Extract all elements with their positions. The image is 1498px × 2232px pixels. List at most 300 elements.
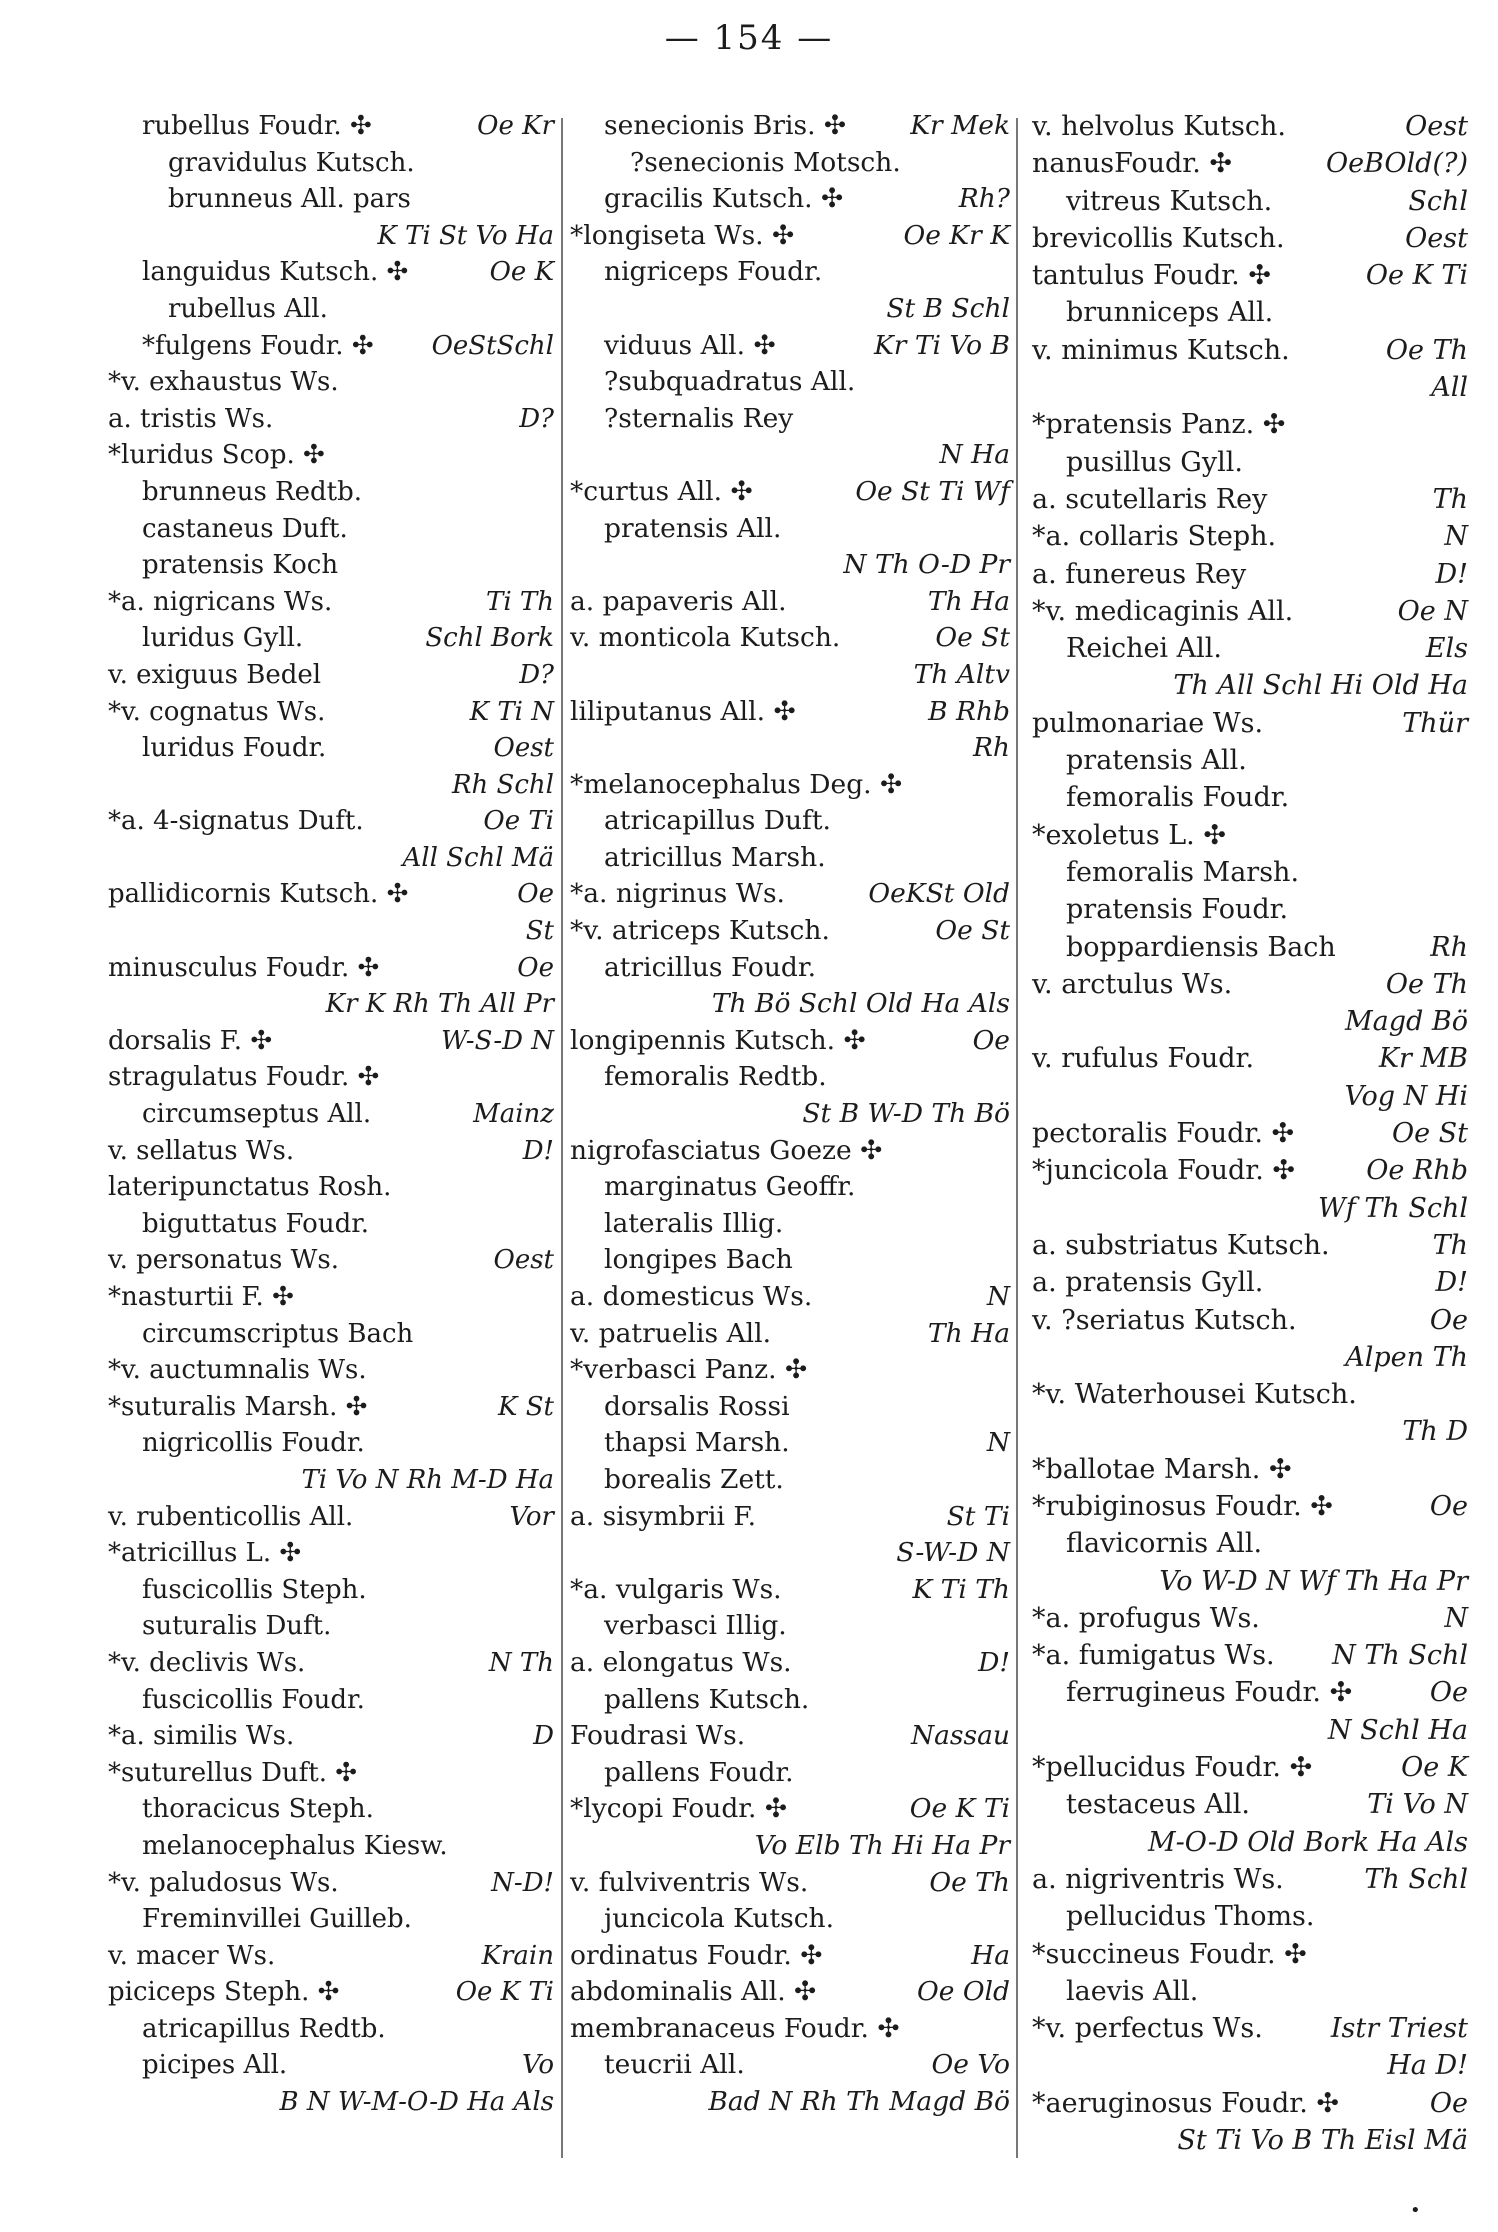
taxon-name: pallens Kutsch.	[604, 1683, 810, 1715]
taxon-name: *pellucidus Foudr. ✣	[1032, 1752, 1313, 1784]
entry-line	[570, 1645, 1010, 1682]
text-column-2	[570, 108, 1010, 2121]
taxon-name: nigrofasciatus Goeze ✣	[570, 1134, 883, 1166]
entry-line	[570, 1206, 1010, 1243]
taxon-name: rubellus Foudr. ✣	[142, 111, 372, 141]
taxon-name: dorsalis F. ✣	[108, 1025, 273, 1056]
entry-line	[570, 1425, 1010, 1462]
entry-line	[570, 474, 1010, 511]
entry-line	[1032, 1078, 1468, 1115]
taxon-name: biguttatus Foudr.	[142, 1208, 370, 1239]
taxon-name: femoralis Redtb.	[604, 1061, 827, 1093]
entry-line	[570, 145, 1010, 182]
entry-line	[108, 584, 554, 621]
entry-line	[108, 1974, 554, 2011]
locality-abbrev: Vog N Hi	[1344, 1080, 1468, 1112]
taxon-name: pratensis All.	[1066, 745, 1247, 777]
entry-line	[108, 767, 554, 804]
entry-line	[108, 1938, 554, 1975]
taxon-name: boppardiensis Bach	[1066, 931, 1336, 963]
locality-abbrev: K Ti St Vo Ha	[377, 220, 554, 251]
locality-abbrev: Oe K	[1401, 1752, 1468, 1784]
entry-line	[108, 1535, 554, 1572]
locality-abbrev: Oest	[1405, 222, 1468, 254]
entry-line	[570, 1352, 1010, 1389]
locality-abbrev: Ti Th	[485, 586, 554, 617]
locality-abbrev: D!	[978, 1646, 1010, 1678]
taxon-name: brunneus Redtb.	[142, 476, 363, 507]
taxon-name: v. patruelis All.	[570, 1317, 771, 1349]
locality-abbrev: Oe K Ti	[909, 1793, 1010, 1825]
text-column-1	[108, 108, 554, 2121]
locality-abbrev: Ti Vo N	[1367, 1789, 1468, 1821]
entry-line	[108, 657, 554, 694]
locality-abbrev: Th Ha	[927, 1317, 1010, 1349]
locality-abbrev: Thür	[1402, 707, 1468, 739]
entry-line	[108, 1718, 554, 1755]
taxon-name: thoracicus Steph.	[142, 1794, 374, 1825]
entry-line	[108, 1572, 554, 1609]
taxon-name: *v. Waterhousei Kutsch.	[1032, 1379, 1357, 1411]
locality-abbrev: D?	[519, 659, 554, 690]
entry-line	[108, 803, 554, 840]
entry-line	[1032, 1376, 1468, 1413]
taxon-name: *a. collaris Steph.	[1032, 521, 1277, 553]
taxon-name: testaceus All.	[1066, 1789, 1250, 1821]
entry-line	[1032, 1674, 1468, 1711]
entry-line	[570, 840, 1010, 877]
locality-abbrev: Vo W-D N Wf Th Ha Pr	[1159, 1565, 1468, 1597]
entry-line	[1032, 183, 1468, 220]
taxon-name: teucrii All.	[604, 2049, 745, 2081]
entry-line	[1032, 1936, 1468, 1973]
entry-line	[1032, 1488, 1468, 1525]
entry-line	[1032, 1003, 1468, 1040]
locality-abbrev: Oe	[1429, 1490, 1468, 1522]
entry-line	[108, 1316, 554, 1353]
locality-abbrev: Oe	[1429, 2087, 1468, 2119]
entry-line	[1032, 1824, 1468, 1861]
locality-abbrev: Krain	[481, 1940, 554, 1971]
entry-line	[1032, 593, 1468, 630]
taxon-name: *a. nigrinus Ws.	[570, 878, 785, 910]
taxon-name: pratensis Koch	[142, 550, 339, 581]
taxon-name: *suturalis Marsh. ✣	[108, 1391, 368, 1422]
entry-line	[1032, 1040, 1468, 1077]
entry-line	[1032, 1898, 1468, 1935]
taxon-name: *v. medicaginis All.	[1032, 595, 1294, 627]
locality-abbrev: Rh Schl	[451, 769, 554, 800]
taxon-name: *pratensis Panz. ✣	[1032, 409, 1286, 441]
taxon-name: v. rubenticollis All.	[108, 1501, 354, 1532]
entry-line	[108, 730, 554, 767]
taxon-name: verbasci Illig.	[604, 1610, 787, 1642]
taxon-name: melanocephalus Kiesw.	[142, 1830, 448, 1861]
entry-line	[108, 620, 554, 657]
locality-abbrev: N	[1444, 521, 1468, 553]
locality-abbrev: N Th	[488, 1647, 554, 1678]
entry-line	[108, 1059, 554, 1096]
locality-abbrev: Oe St	[935, 915, 1010, 947]
entry-line	[108, 474, 554, 511]
locality-abbrev: D!	[1435, 1267, 1468, 1299]
taxon-name: picipes All.	[142, 2050, 288, 2081]
entry-line	[570, 1023, 1010, 1060]
entry-line	[570, 803, 1010, 840]
taxon-name: luridus Gyll.	[142, 623, 304, 654]
entry-line	[108, 1755, 554, 1792]
locality-abbrev: St B Schl	[886, 292, 1010, 324]
entry-line	[570, 1133, 1010, 1170]
locality-abbrev: Vo	[521, 2050, 554, 2081]
column-divider	[1016, 118, 1018, 2158]
entry-line	[570, 1096, 1010, 1133]
entry-line	[570, 181, 1010, 218]
entry-line	[1032, 332, 1468, 369]
entry-line	[108, 1682, 554, 1719]
taxon-name: *luridus Scop. ✣	[108, 440, 325, 471]
taxon-name: *v. declivis Ws.	[108, 1647, 306, 1678]
entry-line	[108, 145, 554, 182]
taxon-name: Reichei All.	[1066, 633, 1223, 665]
entry-line	[1032, 1563, 1468, 1600]
locality-abbrev: Kr Mek	[910, 110, 1010, 141]
taxon-name: femoralis Marsh.	[1066, 856, 1300, 888]
locality-abbrev: Kr K Rh Th All Pr	[325, 989, 554, 1020]
entry-line	[1032, 1339, 1468, 1376]
locality-abbrev: St Ti	[946, 1500, 1010, 1532]
taxon-name: *verbasci Panz. ✣	[570, 1354, 808, 1386]
locality-abbrev: Vor	[509, 1501, 554, 1532]
locality-abbrev: N	[986, 1281, 1010, 1312]
taxon-name: borealis Zett.	[604, 1463, 784, 1495]
taxon-name: *v. atriceps Kutsch.	[570, 915, 830, 947]
entry-line	[1032, 667, 1468, 704]
taxon-name: atricapillus Redtb.	[142, 2013, 386, 2044]
entry-line	[1032, 2085, 1468, 2122]
entry-line	[1032, 779, 1468, 816]
locality-abbrev: Th All Schl Hi Old Ha	[1173, 670, 1468, 702]
entry-line	[570, 291, 1010, 328]
taxon-name: ?senecionis Motsch.	[630, 146, 901, 178]
taxon-name: rubellus All.	[168, 293, 328, 324]
locality-abbrev: Oe Ti	[483, 806, 554, 837]
entry-line	[108, 1242, 554, 1279]
taxon-name: *v. cognatus Ws.	[108, 696, 326, 727]
locality-abbrev: Ti Vo N Rh M-D Ha	[301, 1464, 554, 1495]
taxon-name: v. monticola Kutsch.	[570, 622, 841, 654]
entry-line	[570, 1279, 1010, 1316]
locality-abbrev: OeStSchl	[431, 330, 554, 361]
entry-line	[570, 1791, 1010, 1828]
locality-abbrev: Kr MB	[1378, 1043, 1468, 1075]
locality-abbrev: Oe K Ti	[455, 1977, 554, 2008]
locality-abbrev: Oe	[1429, 1677, 1468, 1709]
locality-abbrev: St	[525, 916, 554, 947]
taxon-name: stragulatus Foudr. ✣	[108, 1062, 380, 1093]
taxon-name: senecionis Bris. ✣	[604, 110, 847, 141]
entry-line	[570, 913, 1010, 950]
taxon-name: pusillus Gyll.	[1066, 446, 1243, 478]
entry-line	[1032, 369, 1468, 406]
locality-abbrev: Oe Kr K	[903, 219, 1010, 251]
taxon-name: v. helvolus Kutsch.	[1032, 111, 1286, 142]
entry-line	[108, 1608, 554, 1645]
entry-line	[108, 1828, 554, 1865]
locality-abbrev: Oe K Ti	[1365, 260, 1468, 292]
taxon-name: a. domesticus Ws.	[570, 1281, 813, 1312]
locality-abbrev: Oe Old	[917, 1976, 1010, 2008]
entry-line	[108, 218, 554, 255]
taxon-name: v. macer Ws.	[108, 1940, 276, 1971]
entry-line	[1032, 406, 1468, 443]
taxon-name: *lycopi Foudr. ✣	[570, 1793, 788, 1825]
taxon-name: *succineus Foudr. ✣	[1032, 1938, 1307, 1970]
locality-abbrev: Schl	[1408, 185, 1468, 217]
locality-abbrev: D	[533, 1721, 554, 1752]
entry-line	[1032, 966, 1468, 1003]
entry-line	[108, 2011, 554, 2048]
locality-abbrev: Oe Th	[1385, 968, 1468, 1000]
entry-line	[108, 437, 554, 474]
locality-abbrev: Th	[1432, 1229, 1468, 1261]
entry-line	[570, 1718, 1010, 1755]
entry-line	[1032, 929, 1468, 966]
taxon-name: lateralis Illig.	[604, 1207, 784, 1239]
entry-line	[108, 840, 554, 877]
entry-line	[1032, 2010, 1468, 2047]
entry-line	[108, 694, 554, 731]
taxon-name: *fulgens Foudr. ✣	[142, 330, 374, 361]
taxon-name: fuscicollis Steph.	[142, 1574, 367, 1605]
locality-abbrev: B N W-M-O-D Ha Als	[279, 2087, 554, 2118]
entry-line	[108, 254, 554, 291]
text-column-3	[1032, 108, 1468, 2159]
taxon-name: castaneus Duft.	[142, 513, 348, 544]
taxon-name: marginatus Geoffr.	[604, 1171, 856, 1203]
locality-abbrev: St B W-D Th Bö	[802, 1098, 1010, 1130]
taxon-name: *rubiginosus Foudr. ✣	[1032, 1490, 1333, 1522]
taxon-name: nigriceps Foudr.	[604, 256, 823, 288]
taxon-name: *a. nigricans Ws.	[108, 586, 333, 617]
entry-line	[108, 181, 554, 218]
entry-line	[108, 511, 554, 548]
locality-abbrev: Oe Kr	[477, 111, 554, 141]
entry-line	[1032, 1600, 1468, 1637]
taxon-name: *atricillus L. ✣	[108, 1538, 302, 1569]
entry-line	[570, 1974, 1010, 2011]
entry-line	[570, 1755, 1010, 1792]
locality-abbrev: N Schl Ha	[1327, 1714, 1468, 1746]
entry-line	[1032, 630, 1468, 667]
taxon-name: v. exiguus Bedel	[108, 659, 322, 690]
entry-line	[108, 1425, 554, 1462]
locality-abbrev: Rh	[972, 732, 1010, 764]
locality-abbrev: D!	[1435, 558, 1468, 590]
taxon-name: ?subquadratus All.	[604, 366, 856, 398]
entry-line	[1032, 444, 1468, 481]
entry-line	[570, 2011, 1010, 2048]
entry-line	[570, 1316, 1010, 1353]
entry-line	[570, 1242, 1010, 1279]
taxon-name: circumscriptus Bach	[142, 1318, 414, 1349]
entry-line	[108, 913, 554, 950]
taxon-name: v. personatus Ws.	[108, 1245, 339, 1276]
locality-abbrev: Rh?	[958, 183, 1010, 215]
locality-abbrev: Oe	[517, 952, 554, 983]
entry-line	[570, 547, 1010, 584]
entry-line	[570, 1938, 1010, 1975]
entry-line	[570, 657, 1010, 694]
taxon-name: longipes Bach	[604, 1244, 793, 1276]
locality-abbrev: B Rhb	[928, 695, 1010, 727]
taxon-name: *curtus All. ✣	[570, 475, 753, 507]
locality-abbrev: Oe N	[1397, 595, 1468, 627]
locality-abbrev: K Ti Th	[912, 1573, 1010, 1605]
locality-abbrev: Magd Bö	[1345, 1006, 1468, 1038]
taxon-name: a. sisymbrii F.	[570, 1500, 757, 1532]
locality-abbrev: OeKSt Old	[868, 878, 1010, 910]
locality-abbrev: N Th O-D Pr	[843, 549, 1010, 581]
entry-line	[570, 1828, 1010, 1865]
entry-line	[570, 328, 1010, 365]
taxon-name: v. arctulus Ws.	[1032, 968, 1233, 1000]
entry-line	[108, 876, 554, 913]
locality-abbrev: OeBOld(?)	[1325, 148, 1468, 180]
entry-line	[108, 2084, 554, 2121]
entry-line	[570, 2047, 1010, 2084]
taxon-name: Foudrasi Ws.	[570, 1720, 746, 1752]
taxon-name: nanusFoudr. ✣	[1032, 148, 1233, 180]
taxon-name: atricillus Foudr.	[604, 951, 817, 983]
entry-line	[1032, 1451, 1468, 1488]
entry-line	[570, 620, 1010, 657]
taxon-name: laevis All.	[1066, 1975, 1199, 2007]
taxon-name: circumseptus All.	[142, 1099, 372, 1130]
taxon-name: *a. profugus Ws.	[1032, 1602, 1260, 1634]
locality-abbrev: Th Ha	[927, 585, 1010, 617]
page-number: — 154 —	[664, 18, 834, 58]
taxon-name: lateripunctatus Rosh.	[108, 1172, 392, 1203]
locality-abbrev: D!	[522, 1135, 554, 1166]
locality-abbrev: Oe St	[1391, 1118, 1468, 1150]
entry-line	[570, 1865, 1010, 1902]
column-divider	[561, 118, 563, 2158]
locality-abbrev: St Ti Vo B Th Eisl Mä	[1177, 2125, 1468, 2157]
taxon-name: gracilis Kutsch. ✣	[604, 183, 844, 215]
taxon-name: a. pratensis Gyll.	[1032, 1267, 1264, 1299]
entry-line	[570, 1169, 1010, 1206]
locality-abbrev: Oest	[493, 733, 554, 764]
entry-line	[108, 1462, 554, 1499]
entry-line	[570, 1462, 1010, 1499]
entry-line	[1032, 257, 1468, 294]
entry-line	[1032, 1302, 1468, 1339]
locality-abbrev: Alpen Th	[1345, 1341, 1468, 1373]
taxon-name: abdominalis All. ✣	[570, 1976, 817, 2008]
locality-abbrev: Oe	[1429, 1304, 1468, 1336]
entry-line	[570, 401, 1010, 438]
taxon-name: Freminvillei Guilleb.	[142, 1904, 412, 1935]
taxon-name: membranaceus Foudr. ✣	[570, 2012, 900, 2044]
entry-line	[570, 2084, 1010, 2121]
taxon-name: thapsi Marsh.	[604, 1427, 790, 1459]
taxon-name: brunniceps All.	[1066, 297, 1274, 329]
taxon-name: pectoralis Foudr. ✣	[1032, 1118, 1295, 1150]
taxon-name: ordinatus Foudr. ✣	[570, 1939, 823, 1971]
taxon-name: a. tristis Ws.	[108, 403, 274, 434]
entry-line	[1032, 220, 1468, 257]
locality-abbrev: D?	[519, 403, 554, 434]
entry-line	[1032, 705, 1468, 742]
taxon-name: v. sellatus Ws.	[108, 1135, 295, 1166]
taxon-name: brevicollis Kutsch.	[1032, 222, 1285, 254]
entry-line	[1032, 2122, 1468, 2159]
entry-line	[570, 1572, 1010, 1609]
taxon-name: *juncicola Foudr. ✣	[1032, 1155, 1296, 1187]
entry-line	[570, 950, 1010, 987]
entry-line	[108, 950, 554, 987]
locality-abbrev: Schl Bork	[425, 623, 554, 654]
entry-line	[108, 401, 554, 438]
locality-abbrev: N-D!	[491, 1867, 554, 1898]
entry-line	[108, 1279, 554, 1316]
entry-line	[1032, 1152, 1468, 1189]
entry-line	[570, 108, 1010, 145]
entry-line	[108, 328, 554, 365]
entry-line	[570, 1059, 1010, 1096]
entry-line	[570, 511, 1010, 548]
locality-abbrev: M-O-D Old Bork Ha Als	[1147, 1826, 1468, 1858]
taxon-name: luridus Foudr.	[142, 733, 327, 764]
taxon-name: longipennis Kutsch. ✣	[570, 1024, 866, 1056]
locality-abbrev: Istr Triest	[1330, 2013, 1468, 2045]
entry-line	[1032, 145, 1468, 182]
taxon-name: liliputanus All. ✣	[570, 695, 796, 727]
entry-line	[108, 291, 554, 328]
entry-line	[108, 2047, 554, 2084]
taxon-name: *melanocephalus Deg. ✣	[570, 768, 903, 800]
taxon-name: pellucidus Thoms.	[1066, 1901, 1315, 1933]
locality-abbrev: Th Schl	[1364, 1863, 1468, 1895]
locality-abbrev: S-W-D N	[896, 1537, 1010, 1569]
taxon-name: *ballotae Marsh. ✣	[1032, 1453, 1292, 1485]
entry-line	[108, 547, 554, 584]
taxon-name: femoralis Foudr.	[1066, 782, 1290, 814]
taxon-name: pratensis All.	[604, 512, 782, 544]
taxon-name: a. scutellaris Rey	[1032, 483, 1268, 515]
entry-line	[1032, 1525, 1468, 1562]
taxon-name: minusculus Foudr. ✣	[108, 952, 380, 983]
taxon-name: fuscicollis Foudr.	[142, 1684, 365, 1715]
taxon-name: a. funereus Rey	[1032, 558, 1247, 590]
locality-abbrev: Oest	[493, 1245, 554, 1276]
locality-abbrev: Th	[1432, 483, 1468, 515]
taxon-name: brunneus All. pars	[168, 184, 411, 215]
taxon-name: atricillus Marsh.	[604, 841, 826, 873]
entry-line	[570, 730, 1010, 767]
taxon-name: dorsalis Rossi	[604, 1390, 790, 1422]
locality-abbrev: Oe Th	[929, 1866, 1010, 1898]
locality-abbrev: All	[1431, 372, 1468, 404]
entry-line	[570, 986, 1010, 1023]
locality-abbrev: Vo Elb Th Hi Ha Pr	[754, 1829, 1010, 1861]
locality-abbrev: Oe St Ti Wf	[855, 475, 1010, 507]
taxon-name: nigricollis Foudr.	[142, 1428, 365, 1459]
entry-line	[570, 1389, 1010, 1426]
entry-line	[108, 986, 554, 1023]
locality-abbrev: Th Bö Schl Old Ha Als	[711, 988, 1010, 1020]
